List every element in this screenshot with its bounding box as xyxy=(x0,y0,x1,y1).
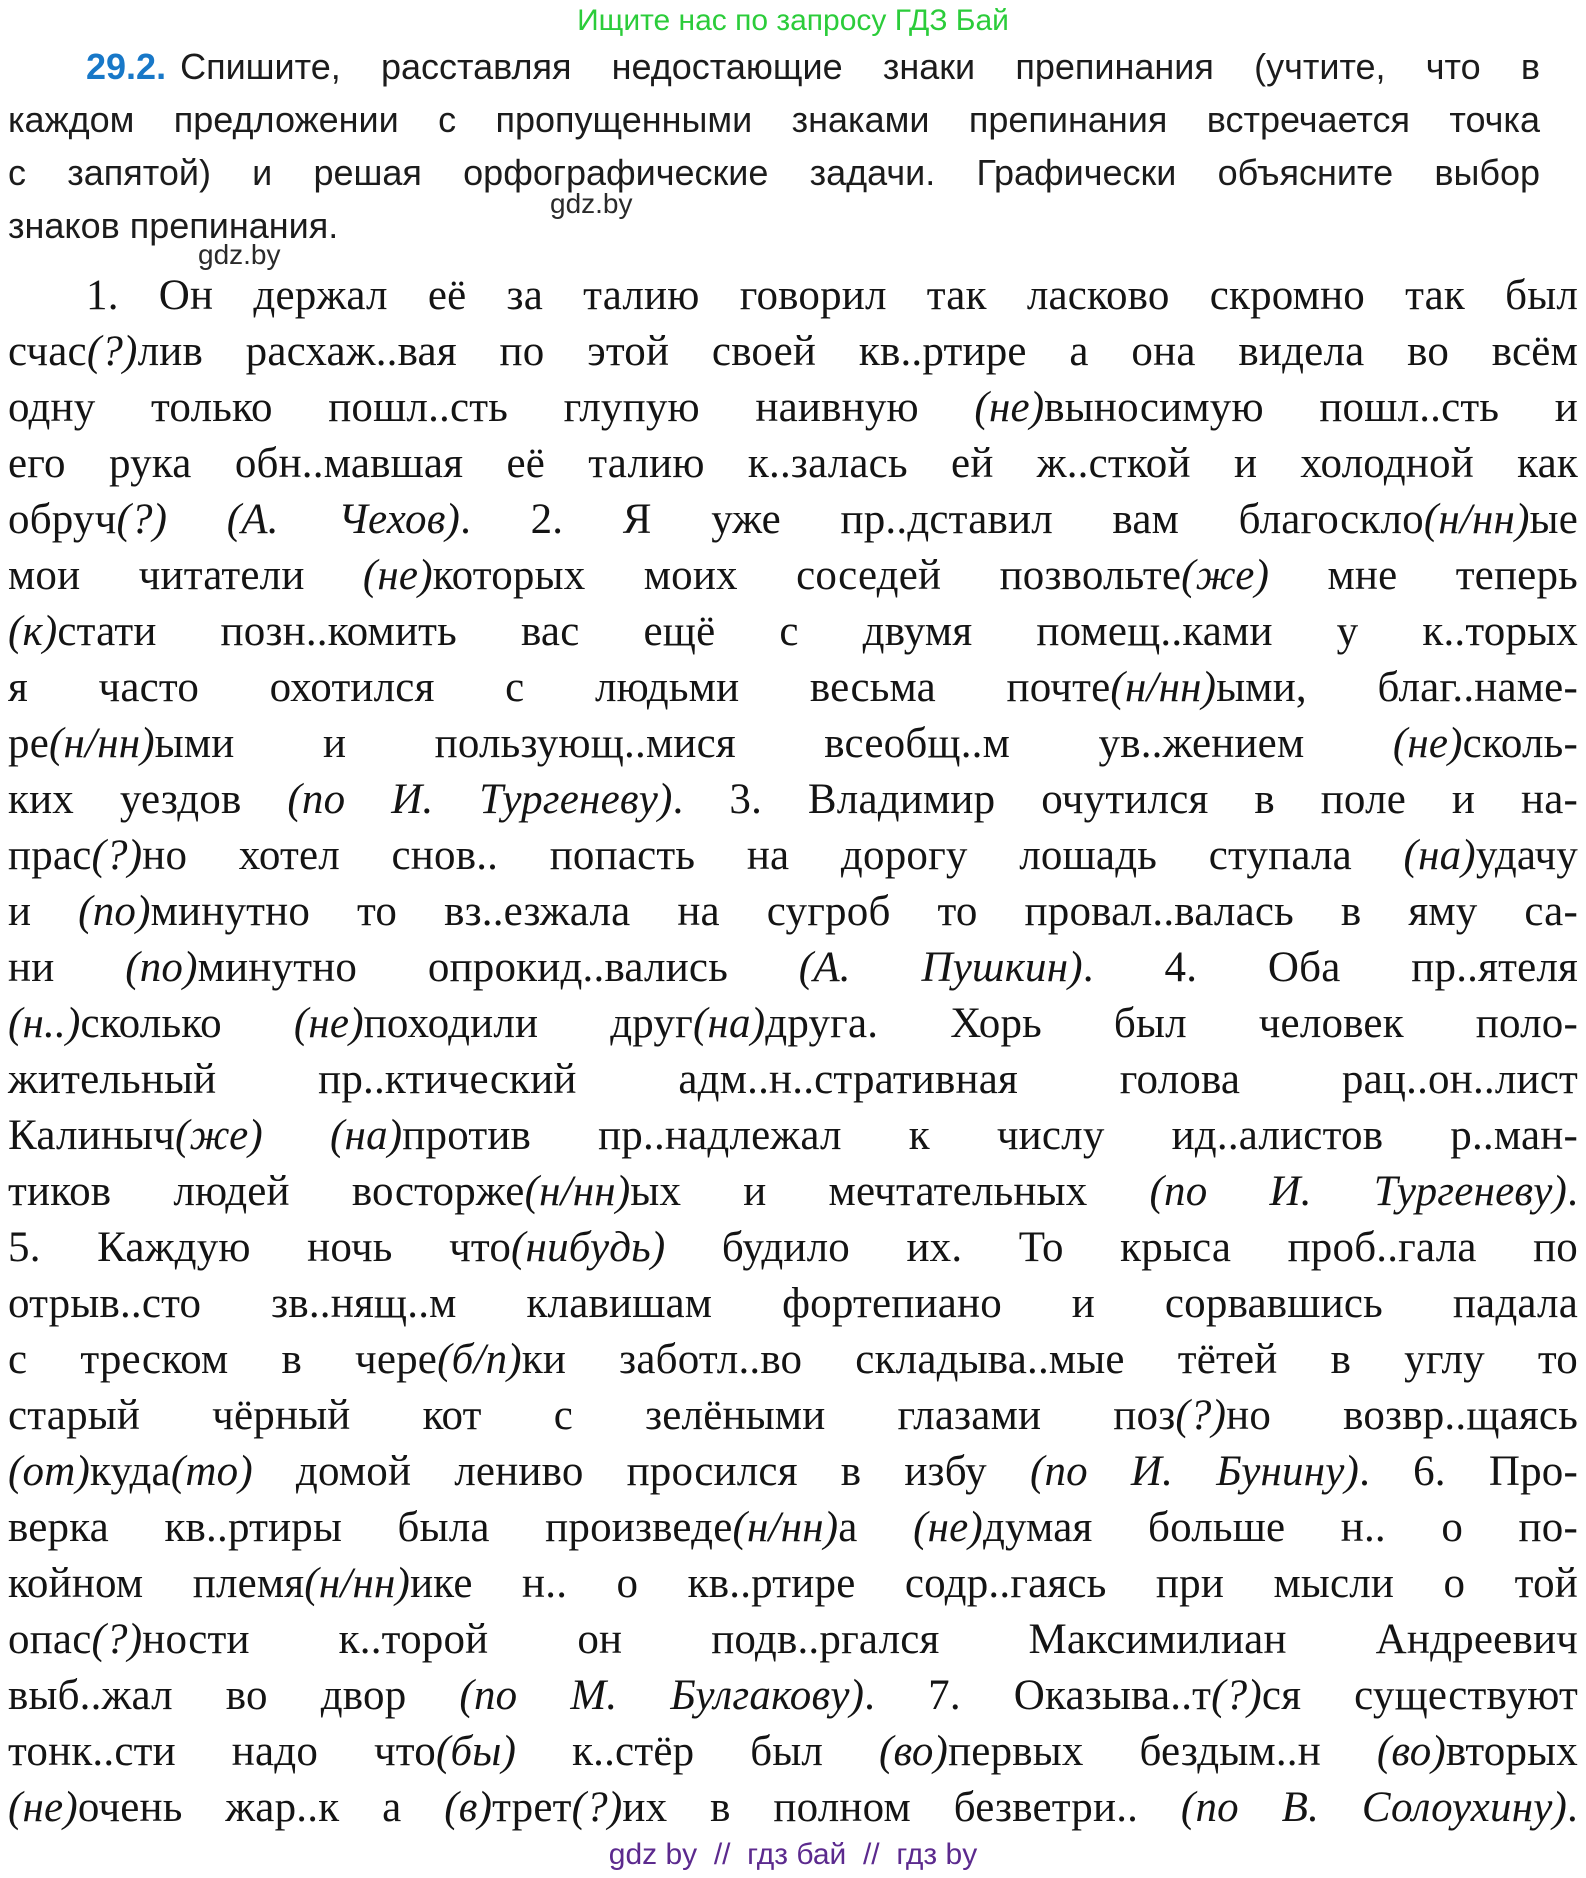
text-line: мои читатели (не)которых моих соседей позвольте(же) мне теперь xyxy=(8,552,1578,599)
text-line: жительный пр..ктический адм..н..стративная голова рац..он..лист xyxy=(8,1056,1578,1103)
text-line: (не)очень жар..к а (в)трет(?)их в полном безветри.. (по В. Солоухину). xyxy=(8,1784,1578,1831)
text-line: ре(н/нн)ыми и пользующ..мися всеобщ..м ув..жением (не)сколь- xyxy=(8,720,1578,767)
text-line: тиков людей восторже(н/нн)ых и мечтательных (по И. Тургеневу). xyxy=(8,1168,1579,1215)
text-line: обруч(?) (А. Чехов). 2. Я уже пр..дставил вам благоскло(н/нн)ые xyxy=(8,496,1578,543)
text-line: ни (по)минутно опрокид..вались (А. Пушкин). 4. Оба пр..ятеля xyxy=(8,944,1579,991)
text-line: ких уездов (по И. Тургеневу). 3. Владимир очутился в поле и на- xyxy=(8,776,1578,823)
text-line: опас(?)ности к..торой он подв..ргался Максимилиан Андреевич xyxy=(8,1616,1578,1663)
exercise-number: 29.2. xyxy=(86,46,167,87)
text-line: верка кв..ртиры была произведе(н/нн)а (не)думая больше н.. о по- xyxy=(8,1504,1578,1551)
text-line: счас(?)лив расхаж..вая по этой своей кв..ртире а она видела во всём xyxy=(8,328,1578,375)
intro-line-text: Спишите, расставляя недостающие знаки препинания (учтите, что в xyxy=(180,46,1540,87)
text-line: койном племя(н/нн)ике н.. о кв..ртире содр..гаясь при мысли о той xyxy=(8,1560,1578,1607)
intro-line: каждом предложении с пропущенными знаками препинания встречается точка xyxy=(8,99,1540,140)
text-line: я часто охотился с людьми весьма почте(н/нн)ыми, благ..наме- xyxy=(8,664,1578,711)
text-line: отрыв..сто зв..нящ..м клавишам фортепиано и сорвавшись падала xyxy=(8,1280,1578,1327)
text-line: (к)стати позн..комить вас ещё с двумя помещ..ками у к..торых xyxy=(8,608,1578,655)
text-line: (н..)сколько (не)походили друг(на)друга. Хорь был человек поло- xyxy=(8,1000,1578,1047)
text-line: (от)куда(то) домой лениво просился в избу (по И. Бунину). 6. Про- xyxy=(8,1448,1578,1495)
text-line: и (по)минутно то вз..езжала на сугроб то провал..валась в яму са- xyxy=(8,888,1578,935)
text-line: тонк..сти надо что(бы) к..стёр был (во)первых бездым..н (во)вторых xyxy=(8,1728,1578,1775)
exercise-intro xyxy=(8,40,1540,252)
gdzby-watermark: gdz.by xyxy=(198,239,281,270)
text-line: прас(?)но хотел снов.. попасть на дорогу лошадь ступала (на)удачу xyxy=(8,832,1578,879)
text-line: старый чёрный кот с зелёными глазами поз(?)но возвр..щаясь xyxy=(8,1392,1579,1439)
text-line: Калиныч(же) (на)против пр..надлежал к числу ид..алистов р..ман- xyxy=(8,1112,1578,1159)
text-line: его рука обн..мавшая её талию к..залась ей ж..сткой и холодной как xyxy=(8,440,1578,487)
text-line: выб..жал во двор (по М. Булгакову). 7. Оказыва..т(?)ся существуют xyxy=(8,1672,1579,1719)
text-line: 5. Каждую ночь что(нибудь) будило их. То крыса проб..гала по xyxy=(8,1224,1579,1271)
intro-line: с запятой) и решая орфографические задачи. Графически объясните выбор xyxy=(8,152,1540,193)
text-line: одну только пошл..сть глупую наивную (не)выносимую пошл..сть и xyxy=(8,384,1578,431)
exercise-text xyxy=(8,268,1578,1836)
footer-watermark: gdz by // гдз бай // гдз by xyxy=(608,1838,978,1871)
text-line: с треском в чере(б/п)ки заботл..во складыва..мые тётей в углу то xyxy=(8,1336,1579,1383)
gdzby-watermark: gdz.by xyxy=(550,188,633,219)
promo-banner: Ищите нас по запросу ГДЗ Бай xyxy=(577,4,1009,37)
intro-line: знаков препинания. xyxy=(8,205,339,246)
intro-line xyxy=(8,40,1540,93)
text-line: 1. Он держал её за талию говорил так ласково скромно так был xyxy=(86,272,1578,319)
